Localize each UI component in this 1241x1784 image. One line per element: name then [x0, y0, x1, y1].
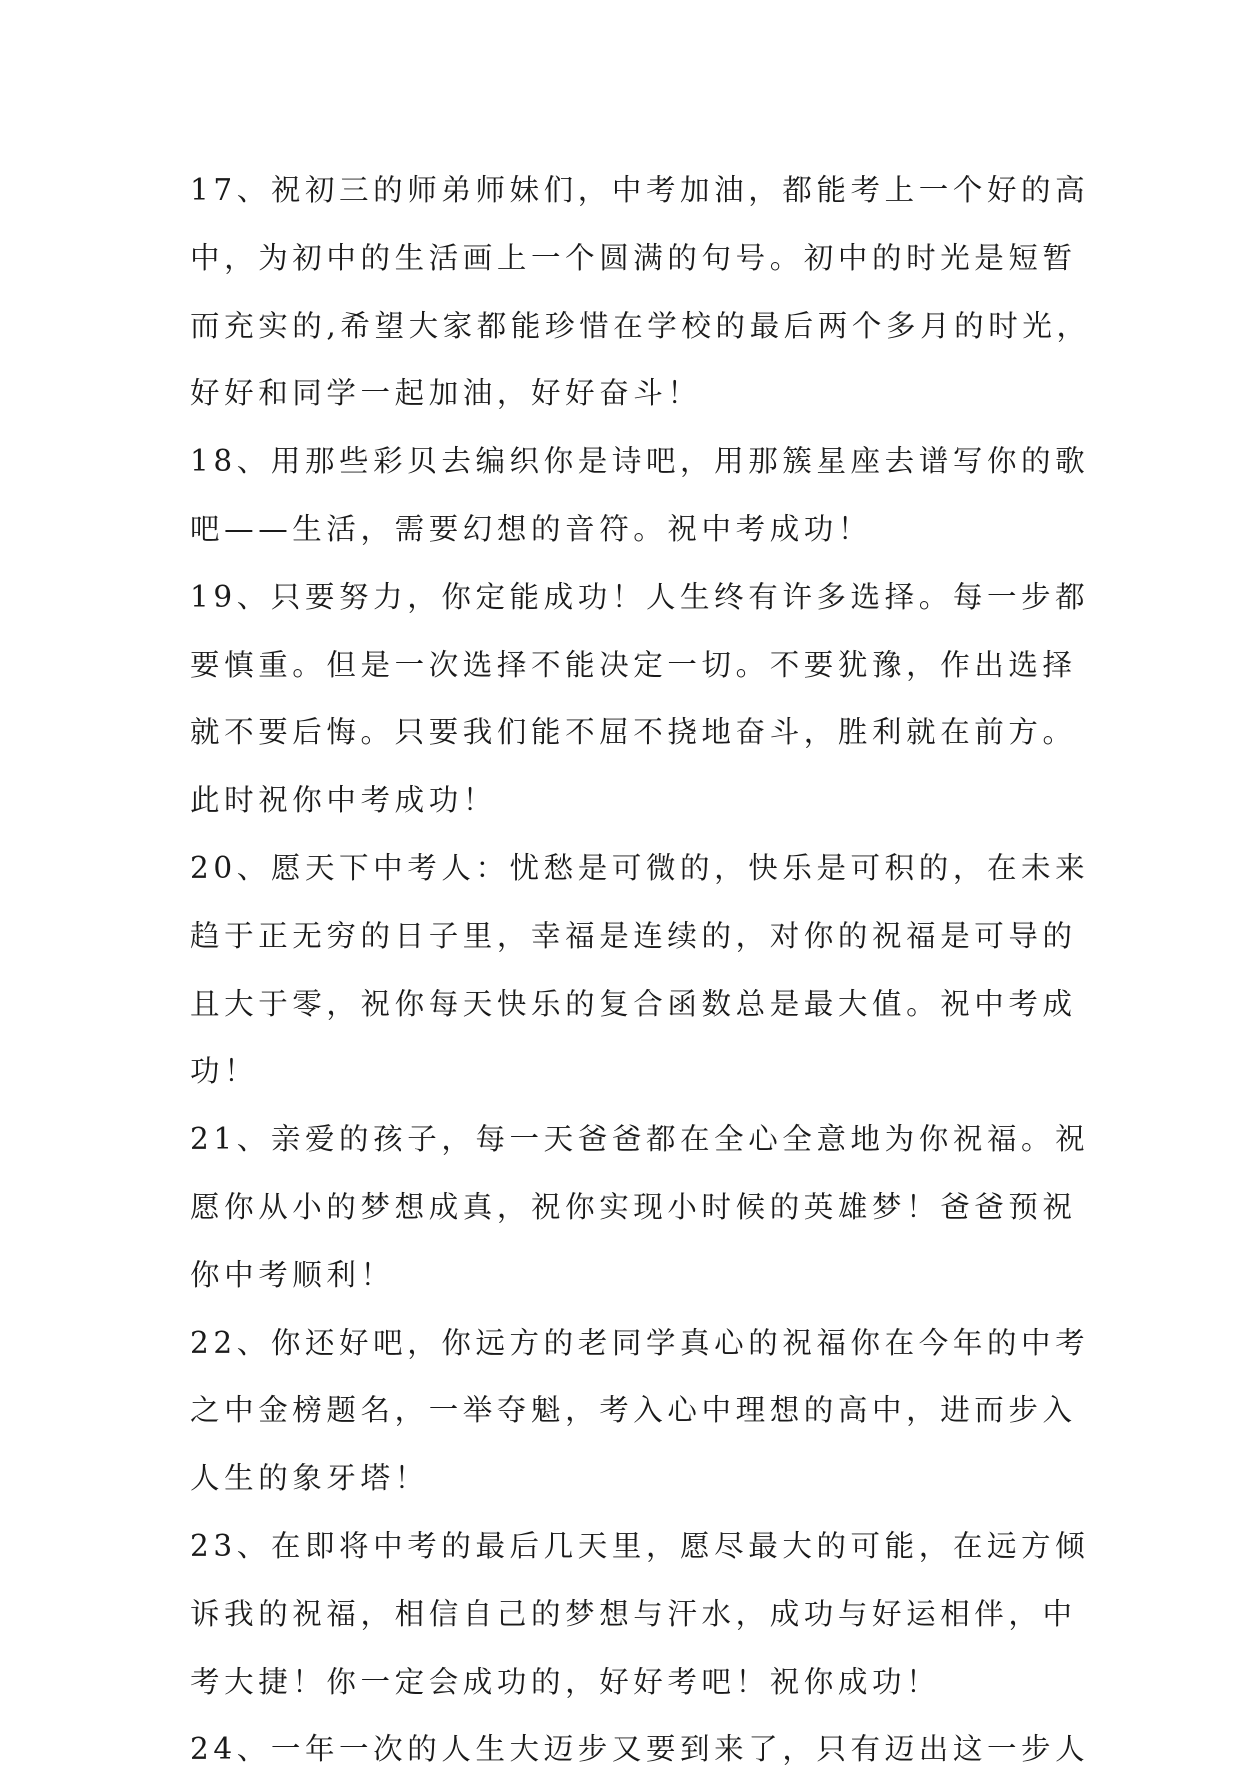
text-line: 就不要后悔。只要我们能不屈不挠地奋斗，胜利就在前方。: [190, 715, 1077, 750]
text-line: 功！: [190, 1054, 259, 1089]
text-line: 而充实的,希望大家都能珍惜在学校的最后两个多月的时光，: [190, 308, 1091, 343]
text-line: 24、一年一次的人生大迈步又要到来了，只有迈出这一步人: [190, 1732, 1090, 1767]
text-line: 要慎重。但是一次选择不能决定一切。不要犹豫，作出选择: [190, 647, 1077, 682]
text-line: 23、在即将中考的最后几天里，愿尽最大的可能，在远方倾: [190, 1528, 1090, 1563]
text-line: 19、只要努力，你定能成功！人生终有许多选择。每一步都: [190, 579, 1090, 614]
text-line: 诉我的祝福，相信自己的梦想与汗水，成功与好运相伴，中: [190, 1596, 1077, 1631]
text-line: 之中金榜题名，一举夺魁，考入心中理想的高中，进而步入: [190, 1393, 1077, 1428]
document-body: [190, 157, 1090, 1784]
text-line: 趋于正无穷的日子里，幸福是连续的，对你的祝福是可导的: [190, 918, 1077, 953]
text-line: 人生的象牙塔！: [190, 1461, 429, 1496]
text-line: 中，为初中的生活画上一个圆满的句号。初中的时光是短暂: [190, 240, 1077, 275]
text-line: 好好和同学一起加油，好好奋斗！: [190, 376, 702, 411]
text-line: 22、你还好吧，你远方的老同学真心的祝福你在今年的中考: [190, 1325, 1090, 1360]
text-line: 20、愿天下中考人：忧愁是可微的，快乐是可积的，在未来: [190, 850, 1090, 885]
text-line: 17、祝初三的师弟师妹们，中考加油，都能考上一个好的高: [190, 173, 1090, 207]
text-line: 考大捷！你一定会成功的，好好考吧！祝你成功！: [190, 1664, 941, 1699]
text-line: 且大于零，祝你每天快乐的复合函数总是最大值。祝中考成: [190, 986, 1077, 1021]
text-line: 此时祝你中考成功！: [190, 783, 497, 818]
text-line: 愿你从小的梦想成真，祝你实现小时候的英雄梦！爸爸预祝: [190, 1189, 1077, 1224]
text-line: 21、亲爱的孩子，每一天爸爸都在全心全意地为你祝福。祝: [190, 1122, 1090, 1157]
text-line: 吧——生活，需要幻想的音符。祝中考成功！: [190, 511, 873, 546]
text-line: 你中考顺利！: [190, 1257, 395, 1292]
text-line: 18、用那些彩贝去编织你是诗吧，用那簇星座去谱写你的歌: [190, 444, 1090, 479]
